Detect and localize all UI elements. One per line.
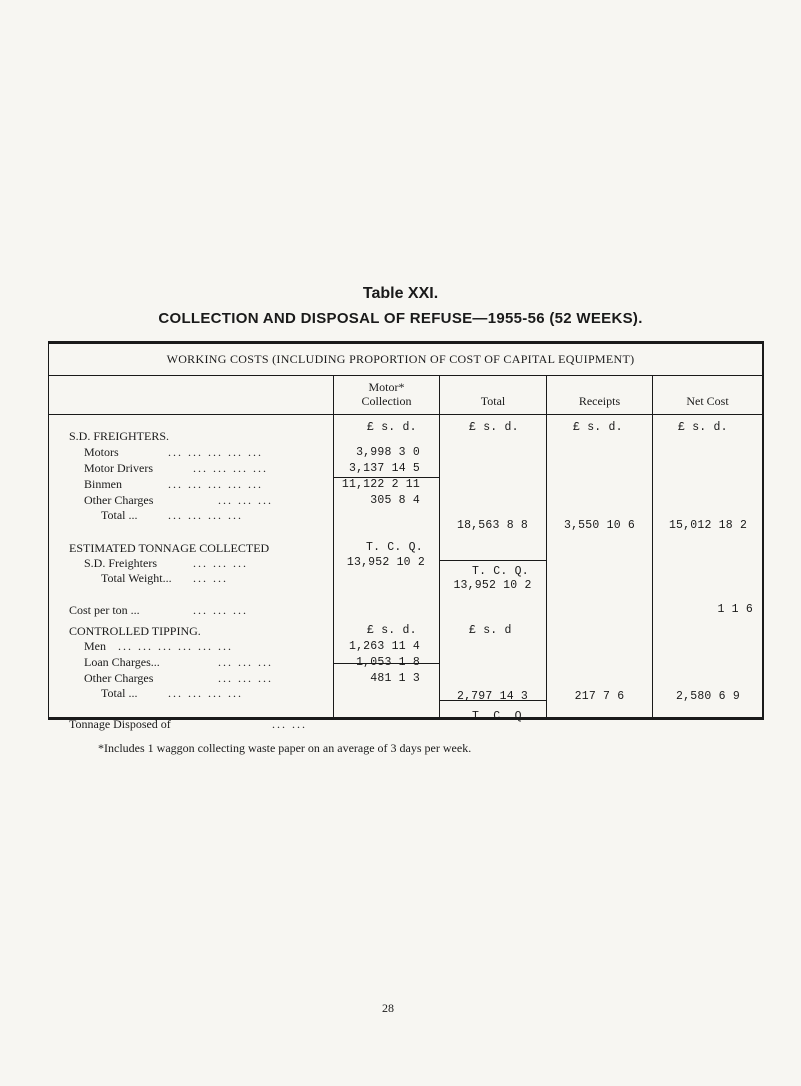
sd-heading: S.D. FREIGHTERS. <box>69 429 170 443</box>
total-weight-value: 13,952 10 2 <box>453 579 532 592</box>
leader-dots: ... ... ... <box>193 556 248 570</box>
motor-value: 11,122 2 11 <box>341 478 420 491</box>
page-number: 28 <box>382 1001 394 1015</box>
leader-dots: ... ... ... ... ... <box>168 445 263 459</box>
currency-header-motor: £ s. d. <box>367 421 417 434</box>
header-motor-line2: Collection <box>361 394 412 408</box>
receipts-value: 3,550 10 6 <box>563 519 635 532</box>
net-cost-value: 2,580 6 9 <box>676 690 740 703</box>
motor-value: 1,263 11 4 <box>348 640 420 653</box>
weight-header-total: T. C. Q. <box>472 565 529 578</box>
row-label: Other Charges <box>84 493 154 507</box>
row-label: Total ... <box>101 508 138 522</box>
row-label: Cost per ton ... <box>69 603 140 617</box>
row-label: Men <box>84 639 106 653</box>
leader-dots: ... ... ... <box>218 493 273 507</box>
leader-dots: ... ... ... ... <box>193 461 268 475</box>
header-total: Total <box>480 394 506 408</box>
tipping-heading: CONTROLLED TIPPING. <box>69 624 201 638</box>
row-label: Other Charges <box>84 671 154 685</box>
currency-header-total-tipping: £ s. d <box>469 624 512 637</box>
net-cost-value: 1 1 6 <box>717 603 753 616</box>
row-label: Motor Drivers <box>84 461 153 475</box>
leader-dots: ... ... ... <box>193 603 248 617</box>
tonnage-heading: ESTIMATED TONNAGE COLLECTED <box>69 541 270 555</box>
row-label: Tonnage Disposed of <box>69 717 171 731</box>
header-net-cost: Net Cost <box>686 394 729 408</box>
leader-dots: ... ... ... ... <box>168 508 243 522</box>
row-label: Binmen <box>84 477 122 491</box>
leader-dots: ... ... <box>193 571 228 585</box>
leader-dots: ... ... ... <box>218 671 273 685</box>
net-cost-value: 15,012 18 2 <box>668 519 748 532</box>
motor-value: 3,998 3 0 <box>356 446 420 459</box>
leader-dots: ... ... ... ... <box>168 686 243 700</box>
motor-value: 481 1 3 <box>370 672 420 685</box>
row-label: Total ... <box>101 686 138 700</box>
leader-dots: ... ... ... ... ... ... <box>118 639 233 653</box>
receipts-value: 217 7 6 <box>574 690 625 703</box>
total-value: 2,797 14 3 <box>456 690 528 703</box>
row-label: Motors <box>84 445 119 459</box>
motor-value: 3,137 14 5 <box>348 462 420 475</box>
currency-header-total: £ s. d. <box>469 421 519 434</box>
leader-dots: ... ... ... <box>218 655 273 669</box>
header-receipts: Receipts <box>578 394 621 408</box>
table-subtitle: COLLECTION AND DISPOSAL OF REFUSE—1955-56 (52 WEEKS). <box>158 310 643 327</box>
motor-value: 1,053 1 8 <box>356 656 420 669</box>
row-label: Total Weight... <box>101 571 172 585</box>
motor-value: 305 8 4 <box>370 494 420 507</box>
table-banner: WORKING COSTS (INCLUDING PROPORTION OF COST OF CAPITAL EQUIPMENT) <box>166 352 635 366</box>
header-motor-line1: Motor* <box>368 380 405 394</box>
total-value: 18,563 8 8 <box>456 519 528 532</box>
row-label: Loan Charges... <box>84 655 160 669</box>
weight-header-disposed: T. C. Q. <box>472 710 529 723</box>
footnote: *Includes 1 waggon collecting waste paper on an average of 3 days per week. <box>98 741 472 755</box>
table-title: Table XXI. <box>362 285 439 302</box>
row-label: S.D. Freighters <box>84 556 157 570</box>
motor-weight-value: 13,952 10 2 <box>346 556 425 569</box>
currency-header-net: £ s. d. <box>678 421 728 434</box>
leader-dots: ... ... ... ... ... <box>168 477 263 491</box>
currency-header-receipts: £ s. d. <box>573 421 623 434</box>
currency-header-motor-tipping: £ s. d. <box>367 624 417 637</box>
leader-dots: ... ... <box>272 717 307 731</box>
weight-header-motor: T. C. Q. <box>366 541 423 554</box>
